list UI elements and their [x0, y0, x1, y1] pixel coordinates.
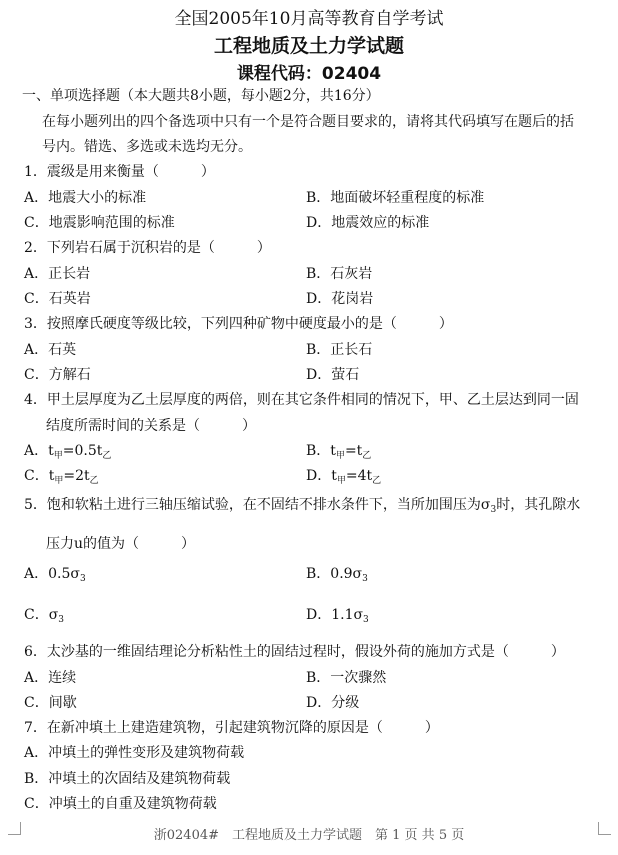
question-1-option-a: A．地震大小的标准 [24, 190, 147, 206]
question-3-option-b: B．正长石 [306, 342, 373, 358]
question-5-option-c: C．$\sigma_3$ [24, 607, 65, 625]
question-5-option-b: B．$0.9\sigma_3$ [306, 566, 368, 584]
question-5-option-d: D．$1.1\sigma_3$ [306, 607, 369, 625]
question-4-stem-line-1: 4．甲土层厚度为乙土层厚度的两倍，则在其它条件相同的情况下，甲、乙土层达到同一固 [24, 392, 579, 408]
question-6-option-b: B．一次骤然 [306, 670, 387, 686]
question-2-stem: 2．下列岩石属于沉积岩的是（ ） [24, 240, 271, 256]
subject-title: 工程地质及土力学试题 [213, 35, 404, 57]
question-5-option-a: A．$0.5\sigma_3$ [24, 566, 86, 584]
question-4-stem-line-2: 结度所需时间的关系是（ ） [46, 418, 256, 434]
question-4-option-c: C．$t_甲=2t_乙$ [24, 468, 99, 486]
question-2-option-c: C．石英岩 [24, 291, 91, 307]
section-title: 一、单项选择题（本大题共8小题，每小题2分，共16分） [22, 88, 380, 104]
question-2-option-a: A．正长岩 [24, 266, 91, 282]
instructions-line-2: 号内。错选、多选或未选均无分。 [42, 139, 252, 155]
question-7-stem: 7．在新冲填土上建造建筑物，引起建筑物沉降的原因是（ ） [24, 720, 439, 736]
question-5-stem-line-2: 压力u的值为（ ） [46, 536, 196, 552]
question-7-option-a: A．冲填土的弹性变形及建筑物荷载 [24, 745, 245, 761]
exam-title: 全国2005年10月高等教育自学考试 [174, 9, 444, 29]
question-7-option-c: C．冲填土的自重及建筑物荷载 [24, 796, 217, 812]
question-6-option-a: A．连续 [24, 670, 77, 686]
question-4-option-b: B．$t_甲=t_乙$ [306, 443, 372, 461]
course-code: 课程代码：02404 [236, 64, 382, 84]
page-footer: 浙02404# 工程地质及土力学试题 第 1 页 共 5 页 [153, 828, 465, 843]
question-4-option-a: A．$t_甲=0.5t_乙$ [24, 443, 112, 461]
question-3-option-c: C．方解石 [24, 367, 91, 383]
question-1-option-b: B．地面破坏轻重程度的标准 [306, 190, 485, 206]
question-3-option-d: D．萤石 [306, 367, 360, 383]
question-4-option-d: D．$t_甲=4t_乙$ [306, 468, 382, 486]
question-2-option-d: D．花岗岩 [306, 291, 374, 307]
question-1-stem: 1．震级是用来衡量（ ） [24, 164, 215, 180]
question-6-stem: 6．太沙基的一维固结理论分析粘性土的固结过程时，假设外荷的施加方式是（ ） [24, 644, 565, 660]
question-6-option-c: C．间歇 [24, 695, 77, 711]
instructions-line-1: 在每小题列出的四个备选项中只有一个是符合题目要求的，请将其代码填写在题后的括 [42, 114, 574, 130]
question-5-stem-line-1: 5．饱和软粘土进行三轴压缩试验，在不固结不排水条件下，当所加围压为$\sigma_3$时，其孔隙水 [24, 497, 581, 515]
question-3-stem: 3．按照摩氏硬度等级比较，下列四种矿物中硬度最小的是（ ） [24, 316, 453, 332]
question-7-option-b: B．冲填土的次固结及建筑物荷载 [24, 771, 231, 787]
question-1-option-c: C．地震影响范围的标准 [24, 215, 175, 231]
question-6-option-d: D．分级 [306, 695, 360, 711]
question-3-option-a: A．石英 [24, 342, 77, 358]
question-2-option-b: B．石灰岩 [306, 266, 373, 282]
question-1-option-d: D．地震效应的标准 [306, 215, 430, 231]
